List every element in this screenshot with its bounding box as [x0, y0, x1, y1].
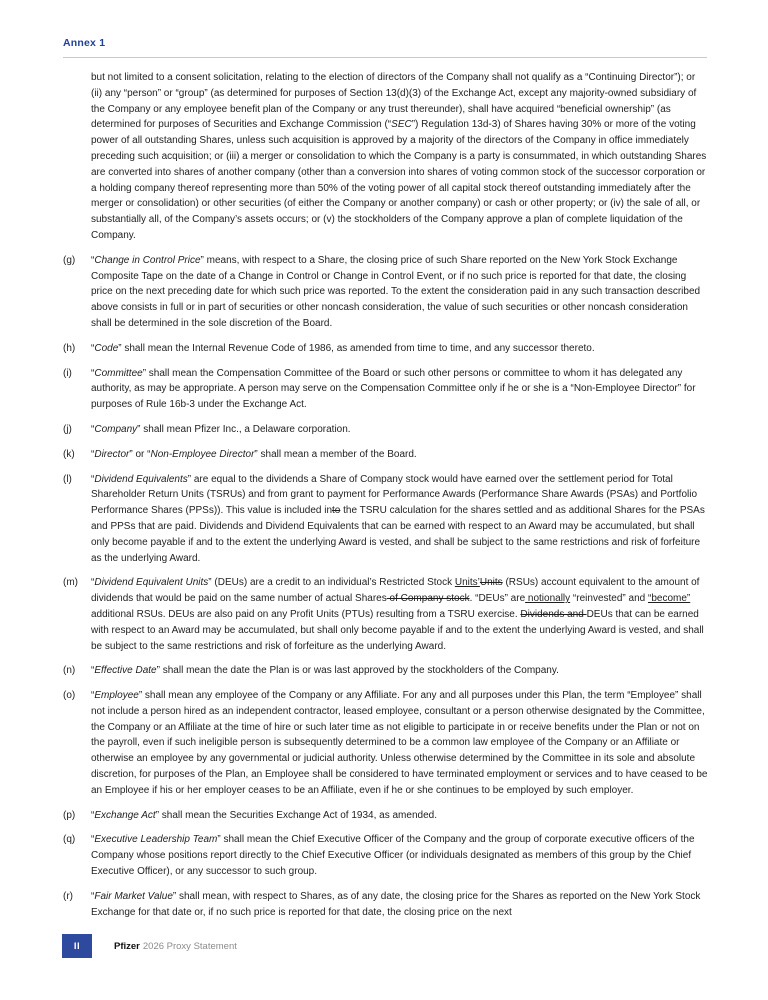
paragraph-text	[91, 341, 708, 357]
paragraph-label: (k)	[63, 448, 75, 460]
definition-paragraph	[63, 663, 708, 679]
definition-paragraph	[63, 341, 708, 357]
text-run: Units	[479, 577, 503, 589]
text-run: Non-Employee Director	[150, 448, 255, 460]
text-run: “reinvested” and	[570, 593, 648, 605]
paragraph-label: (q)	[63, 834, 76, 846]
text-run: Exchange Act	[94, 809, 156, 821]
text-run: “	[91, 665, 95, 677]
text-run: “	[91, 809, 95, 821]
definition-paragraph	[63, 472, 708, 567]
paragraph-text	[91, 688, 708, 799]
text-run: “	[91, 423, 95, 435]
paragraph-text	[91, 575, 708, 654]
text-run: ”) Regulation 13d-3) of Shares having 30% or more of the voting power of all outstanding Shares, unless such acquisition is approved by a majority of the directors of the Company in office immediately preceding such acquisition; or (iii) a merger or consolidation to which the Company is a party is consummated, in which outstanding Shares are converted into shares of another company (other than a conversion into shares of voting common stock of the successor corporation or a holding company thereof representing more than 50% of the voting power of all capital stock thereof outstanding immediately after the merger or consolidation) or other securities (of either the Company or another company) or cash or other property; or (iv) the sale of all, or substantially all, of the Company’s assets occurs; or (v) the stockholders of the Company approve a plan of complete liquidation of the Company.	[91, 119, 707, 241]
text-run: Company	[94, 423, 138, 435]
text-run: additional RSUs. DEUs are also paid on any Profit Units (PTUs) resulting from a TSRU exercise.	[91, 608, 521, 620]
text-run: Code	[94, 342, 119, 354]
brand-name: Pfizer	[114, 940, 140, 952]
doc-title: 2026 Proxy Statement	[142, 940, 237, 952]
text-run: of Company stock	[386, 593, 470, 605]
text-run: to	[332, 505, 341, 517]
text-run: Committee	[94, 367, 143, 379]
text-run: (RSUs) account equivalent to the amount of dividends that would be paid on the same number of actual Shares	[91, 577, 700, 605]
text-run: “	[91, 448, 95, 460]
paragraph-text	[91, 663, 708, 679]
footer-text	[114, 941, 237, 952]
paragraph-label: (l)	[63, 473, 72, 485]
definition-paragraph	[63, 688, 708, 799]
paragraph-text	[91, 808, 708, 824]
definition-paragraph	[63, 253, 708, 332]
text-run: Employee	[94, 690, 139, 702]
text-run: ” shall mean the Compensation Committee of the Board or such other persons or committee to whom it has delegated any authority, as may be appropriate. A person may serve on the Compensation Committee only if he or she is a “Non-Employee Director” for purposes of Rule 16b-3 under the Exchange Act.	[91, 367, 696, 411]
paragraph-label	[63, 70, 91, 244]
text-run: Dividend Equivalents	[94, 473, 188, 485]
paragraph-label: (i)	[63, 367, 72, 379]
paragraph-text	[91, 422, 708, 438]
text-run: Dividend Equivalent Units	[94, 577, 209, 589]
definition-paragraph	[63, 889, 708, 921]
text-run: ” shall mean a member of the Board.	[254, 448, 417, 460]
text-run: ” are equal to the dividends a Share of Company stock would have earned over the settlement period for Total Shareholder Return Units (TSRUs) and from grant to payment for Performance Awards (Performance Share Awards (PSAs) and Portfolio Performance Shares (PPSs)). This value is included in	[91, 473, 698, 517]
text-run: ” means, with respect to a Share, the closing price of such Share reported on the New York Stock Exchange Composite Tape on the date of a Change in Control or Change in Control Event, or if no such price is reported for that date, the closing price on the next preceding date for which such price was reported. To the extent the consideration paid in any such transaction described above consists in full or in part of securities or other noncash consideration, the value of such securities or other noncash consideration shall be determined in the sole discretion of the Board.	[91, 254, 701, 329]
definition-paragraph	[63, 832, 708, 879]
text-run: “	[91, 890, 95, 902]
text-run: ” shall mean the Chief Executive Officer of the Company and the group of corporate executive officers of the Company whose positions report directly to the Chief Executive Officer (or individuals designated as members of this group by the Chief Executive Officer), or any successor to such group.	[91, 834, 695, 878]
definition-paragraph	[63, 575, 708, 654]
paragraph-label: (m)	[63, 577, 78, 589]
text-run: Fair Market Value	[94, 890, 173, 902]
paragraph-text	[91, 832, 708, 879]
paragraph-label: (h)	[63, 342, 76, 354]
text-run: the TSRU calculation for the shares settled and as additional Shares for the PSAs and PPSs that are paid. Dividends and Dividend Equivalents that can be earned with respect to an Award may be accumulated, but shall only become payable if and to the extent the underlying Award is vested, and shall be subject to the same restrictions and risk of forfeiture as the underlying Award.	[91, 505, 705, 564]
text-run: “	[91, 473, 95, 485]
text-run: “	[91, 254, 95, 266]
paragraph-label: (r)	[63, 890, 73, 902]
text-run: “	[91, 367, 95, 379]
text-run: . “DEUs” are	[469, 593, 526, 605]
paragraph-text	[91, 366, 708, 413]
page-footer	[62, 934, 237, 958]
text-run: “	[91, 834, 95, 846]
text-run: Director	[94, 448, 130, 460]
text-run: “	[91, 690, 95, 702]
text-run: “become”	[647, 593, 691, 605]
paragraph-label: (n)	[63, 665, 76, 677]
text-run: DEUs that can be earned with respect to an Award may be accumulated, but shall only become payable if and to the extent the underlying Award is vested, and shall be subject to the same restrictions and risk of forfeiture as the underlying Award.	[91, 608, 704, 652]
text-run: ” shall mean any employee of the Company or any Affiliate. For any and all purposes under this Plan, the term “Employee” shall not include a person hired as an independent contractor, leased employee, consultant or a person otherwise designated by the Committee, the Company or an Affiliate at the time of hire or such later time as not eligible to participate in or receive benefits under the Plan or not on the payroll, even if such ineligible person is subsequently determined to be a common law employee of the Company or an Affiliate or otherwise an employee by any governmental or judicial authority. Unless otherwise determined by the Committee in its sole and absolute discretion, for purposes of the Plan, an Employee shall be considered to have terminated employment or services and to have ceased to be an Employee if his or her employer ceases to be an Affiliate, even if he or she continues to be employed by such employer.	[91, 690, 708, 796]
text-run: “	[91, 577, 95, 589]
text-run: ” (DEUs) are a credit to an individual’s Restricted Stock	[208, 577, 455, 589]
text-run: ” shall mean the Internal Revenue Code of 1986, as amended from time to time, and any successor thereto.	[118, 342, 595, 354]
annex-label: Annex 1	[63, 37, 106, 49]
text-run: notionally	[525, 593, 571, 605]
paragraph-label: (j)	[63, 423, 72, 435]
text-run: “	[91, 342, 95, 354]
page-number-badge: II	[62, 934, 92, 958]
definition-paragraph	[63, 70, 708, 244]
text-run: ” shall mean the Securities Exchange Act of 1934, as amended.	[155, 809, 437, 821]
definition-paragraph	[63, 366, 708, 413]
text-run: ” or “	[129, 448, 151, 460]
definition-paragraph	[63, 422, 708, 438]
paragraph-text	[91, 253, 708, 332]
text-run: ” shall mean the date the Plan is or was last approved by the stockholders of the Company.	[156, 665, 559, 677]
paragraph-text	[91, 447, 708, 463]
text-run: Units’	[454, 577, 480, 589]
text-run: ” shall mean Pfizer Inc., a Delaware corporation.	[137, 423, 351, 435]
text-run: Executive Leadership Team	[94, 834, 218, 846]
header-rule	[63, 57, 707, 58]
definitions-list	[63, 70, 708, 929]
text-run: but not limited to a consent solicitation, relating to the election of directors of the Company shall not qualify as a “Continuing Director”); or (ii) any “person” or “group” (as determined for purposes of Section 13(d)(3) of the Exchange Act, except any majority-owned subsidiary of the Company or any employee benefit plan of the Company or any trust thereunder), shall have acquired “beneficial ownership” (as determined for purposes of Securities and Exchange Commission (“	[91, 72, 697, 131]
paragraph-text	[91, 472, 708, 567]
paragraph-label: (g)	[63, 254, 76, 266]
text-run: ” shall mean, with respect to Shares, as of any date, the closing price for the Shares as reported on the New York Stock Exchange for that date or, if no such price is reported for that date, the closing price on the next	[91, 890, 701, 918]
text-run: Change in Control Price	[94, 254, 201, 266]
text-run: SEC	[391, 119, 412, 131]
definition-paragraph	[63, 808, 708, 824]
text-run: Effective Date	[94, 665, 157, 677]
paragraph-label: (o)	[63, 690, 76, 702]
paragraph-text	[91, 889, 708, 921]
paragraph-text	[91, 70, 708, 244]
definition-paragraph	[63, 447, 708, 463]
text-run: Dividends and	[520, 608, 587, 620]
paragraph-label: (p)	[63, 809, 76, 821]
